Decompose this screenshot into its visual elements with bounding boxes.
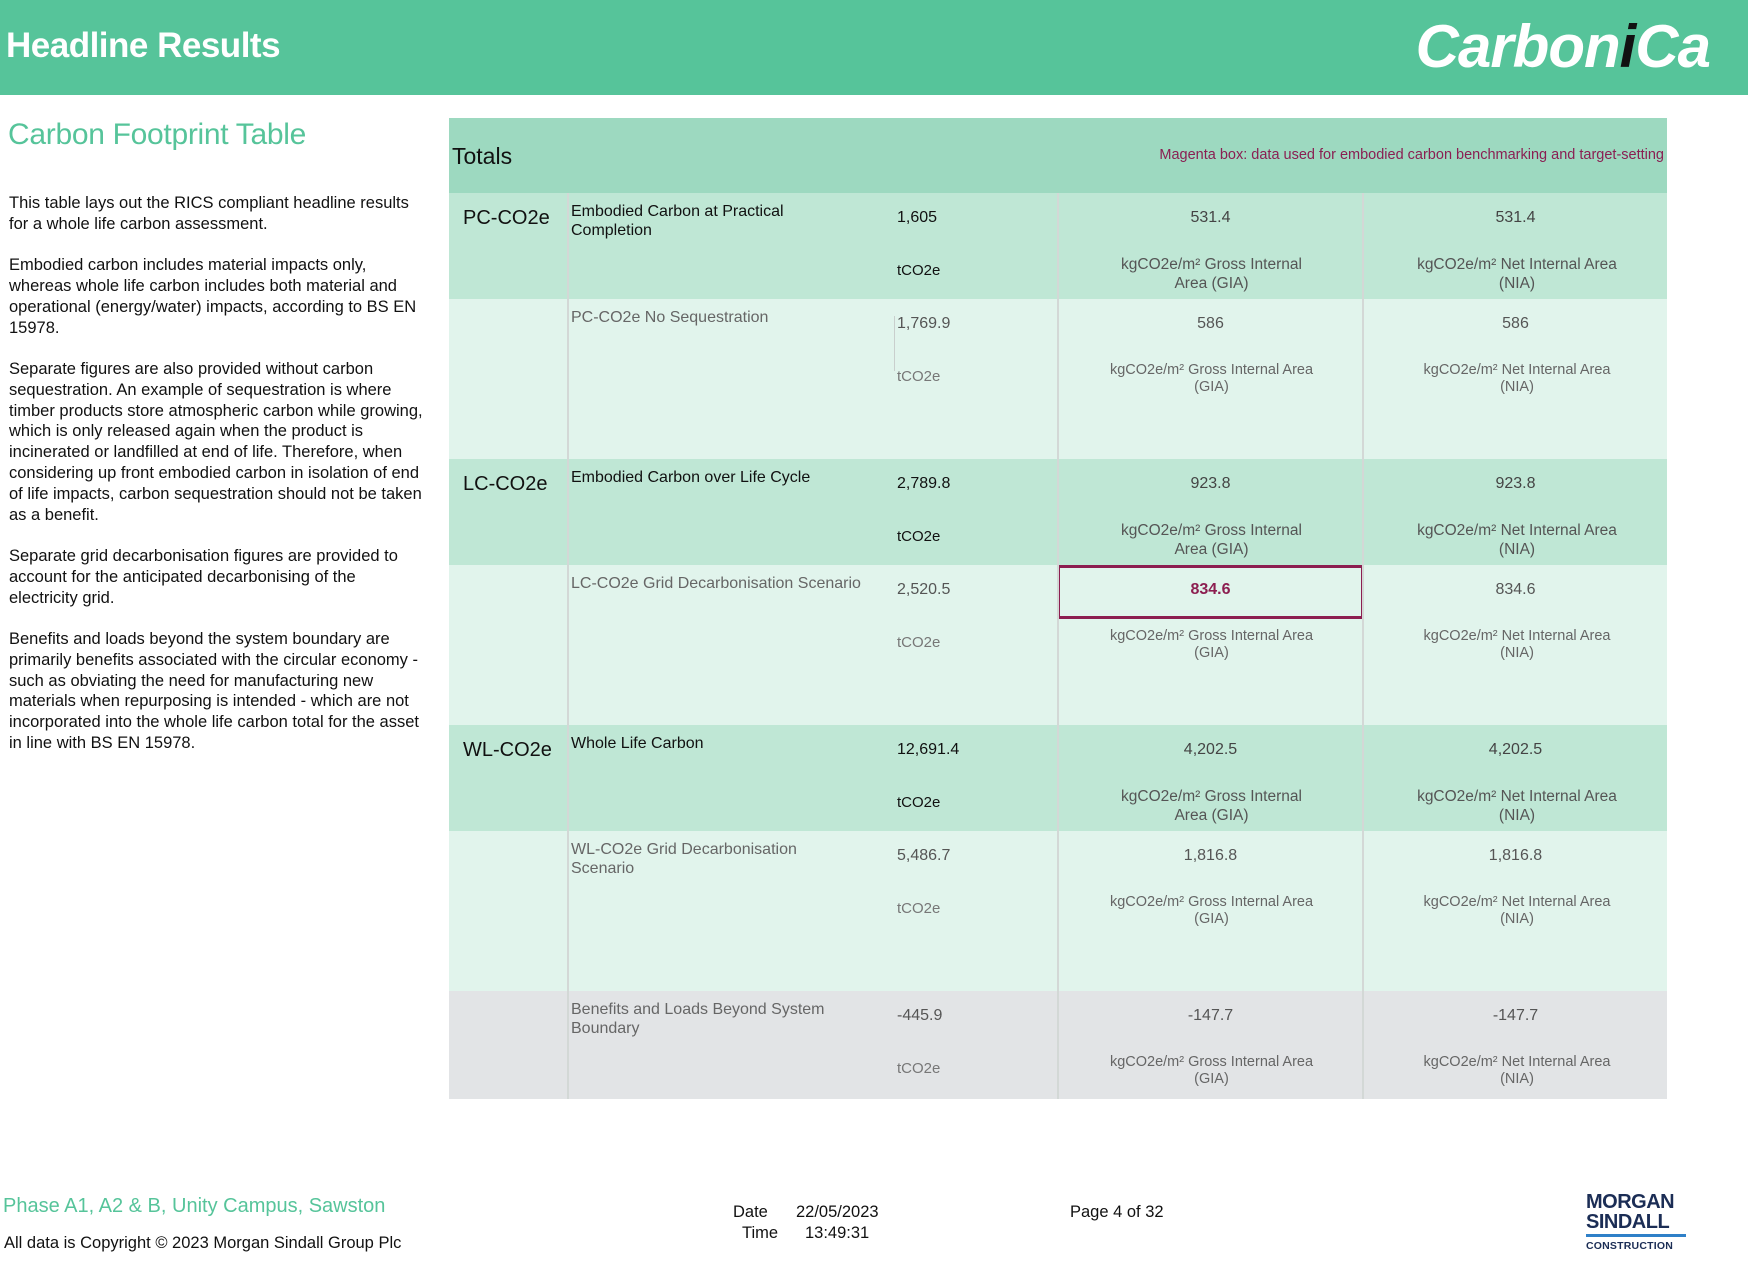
gia-unit: kgCO2e/m² Gross Internal Area (GIA) xyxy=(1121,788,1302,824)
paragraph: Benefits and loads beyond the system boundary are primarily benefits associated with the circular economy - such as obviating the need for manufacturing new materials when repurposing is intended - which are not incorporated into the whole life carbon total for the asset in line with BS EN 15978. xyxy=(9,629,419,752)
description-text xyxy=(9,193,429,774)
totals-label: Totals xyxy=(452,143,513,169)
date-value: 22/05/2023 xyxy=(796,1203,879,1221)
section-title: Carbon Footprint Table xyxy=(8,118,307,151)
gia-value: 586 xyxy=(1197,315,1224,332)
row-code: PC-CO2e xyxy=(463,207,550,229)
row-value: 5,486.7 xyxy=(897,847,951,864)
date-label: Date xyxy=(733,1203,768,1221)
row-code: WL-CO2e xyxy=(463,739,552,761)
gia-unit: kgCO2e/m² Gross Internal Area (GIA) xyxy=(1109,894,1314,927)
column-divider xyxy=(1057,193,1059,1099)
row-description: WL-CO2e Grid Decarbonisation Scenario xyxy=(571,841,797,877)
row-value: 1,605 xyxy=(897,209,938,226)
row-value: 1,769.9 xyxy=(897,315,951,332)
paragraph: Separate grid decarbonisation figures are provided to account for the anticipated decarbonising of the electricity grid. xyxy=(9,546,398,607)
nia-value: 531.4 xyxy=(1495,209,1536,226)
gia-value: 923.8 xyxy=(1190,475,1231,492)
gia-value: 4,202.5 xyxy=(1183,741,1238,758)
totals-header xyxy=(449,118,1667,193)
row-unit: tCO2e xyxy=(897,368,941,385)
row-description: Embodied Carbon over Life Cycle xyxy=(571,469,811,486)
column-divider xyxy=(567,193,569,1099)
nia-unit: kgCO2e/m² Net Internal Area (NIA) xyxy=(1417,256,1617,292)
nia-unit: kgCO2e/m² Net Internal Area (NIA) xyxy=(1423,1054,1611,1087)
row-unit: tCO2e xyxy=(897,794,941,811)
gia-unit: kgCO2e/m² Gross Internal Area (GIA) xyxy=(1121,522,1302,558)
nia-unit: kgCO2e/m² Net Internal Area (NIA) xyxy=(1423,362,1611,395)
paragraph: This table lays out the RICS compliant headline results for a whole life carbon assessment. xyxy=(9,194,409,233)
time-label: Time xyxy=(742,1224,779,1242)
column-divider xyxy=(1362,193,1364,1099)
nia-value: -147.7 xyxy=(1492,1007,1539,1024)
carbon-footprint-table xyxy=(449,118,1667,1099)
gia-value: -147.7 xyxy=(1187,1007,1234,1024)
page-title: Headline Results xyxy=(6,26,281,65)
row-unit: tCO2e xyxy=(897,262,941,279)
nia-unit: kgCO2e/m² Net Internal Area (NIA) xyxy=(1417,788,1617,824)
row-description: LC-CO2e Grid Decarbonisation Scenario xyxy=(571,575,861,592)
nia-value: 1,816.8 xyxy=(1488,847,1543,864)
nia-value: 834.6 xyxy=(1495,581,1536,598)
nia-value: 4,202.5 xyxy=(1488,741,1543,758)
row-description: Embodied Carbon at Practical Completion xyxy=(571,203,784,239)
magenta-note: Magenta box: data used for embodied carbon benchmarking and target-setting xyxy=(1159,147,1664,163)
row-unit: tCO2e xyxy=(897,900,941,917)
paragraph: Separate figures are also provided without carbon sequestration. An example of sequestration is where timber products store atmospheric carbon while growing, which is only released again when the product is incinerated or landfilled at end of life. Therefore, when considering up front embodied carbon in isolation of end of life impacts, carbon sequestration should not be taken as a benefit. xyxy=(9,359,423,524)
project-name: Phase A1, A2 & B, Unity Campus, Sawston xyxy=(3,1195,386,1217)
cell-divider xyxy=(894,316,895,371)
row-value: 2,789.8 xyxy=(897,475,951,492)
page-number: Page 4 of 32 xyxy=(1070,1203,1164,1221)
morgan-sindall-logo: MORGAN SINDALL CONSTRUCTION xyxy=(1586,1192,1696,1252)
row-value: -445.9 xyxy=(897,1007,943,1024)
nia-unit: kgCO2e/m² Net Internal Area (NIA) xyxy=(1417,522,1617,558)
paragraph: Embodied carbon includes material impacts only, whereas whole life carbon includes both material and operational (energy/water) impacts, according to BS EN 15978. xyxy=(9,256,417,337)
gia-unit: kgCO2e/m² Gross Internal Area (GIA) xyxy=(1121,256,1302,292)
row-unit: tCO2e xyxy=(897,1060,941,1077)
copyright: All data is Copyright © 2023 Morgan Sindall Group Plc xyxy=(4,1234,402,1252)
nia-value: 923.8 xyxy=(1495,475,1536,492)
row-description: PC-CO2e No Sequestration xyxy=(571,309,769,326)
header-bar xyxy=(0,0,1748,95)
benchmark-highlight-box xyxy=(1057,565,1364,619)
row-unit: tCO2e xyxy=(897,528,941,545)
gia-value: 834.6 xyxy=(1190,581,1231,598)
gia-unit: kgCO2e/m² Gross Internal Area (GIA) xyxy=(1109,362,1314,395)
gia-unit: kgCO2e/m² Gross Internal Area (GIA) xyxy=(1109,1054,1314,1087)
time-value: 13:49:31 xyxy=(805,1224,870,1242)
gia-unit: kgCO2e/m² Gross Internal Area (GIA) xyxy=(1109,628,1314,661)
row-value: 2,520.5 xyxy=(897,581,951,598)
gia-value: 531.4 xyxy=(1190,209,1231,226)
row-value: 12,691.4 xyxy=(897,741,960,758)
nia-value: 586 xyxy=(1502,315,1529,332)
nia-unit: kgCO2e/m² Net Internal Area (NIA) xyxy=(1423,628,1611,661)
row-description: Whole Life Carbon xyxy=(571,735,704,752)
row-unit: tCO2e xyxy=(897,634,941,651)
gia-value: 1,816.8 xyxy=(1183,847,1238,864)
nia-unit: kgCO2e/m² Net Internal Area (NIA) xyxy=(1423,894,1611,927)
row-code: LC-CO2e xyxy=(463,473,548,495)
carbonica-logo: CarboniCa xyxy=(1415,13,1710,80)
row-description: Benefits and Loads Beyond System Boundary xyxy=(571,1001,825,1037)
